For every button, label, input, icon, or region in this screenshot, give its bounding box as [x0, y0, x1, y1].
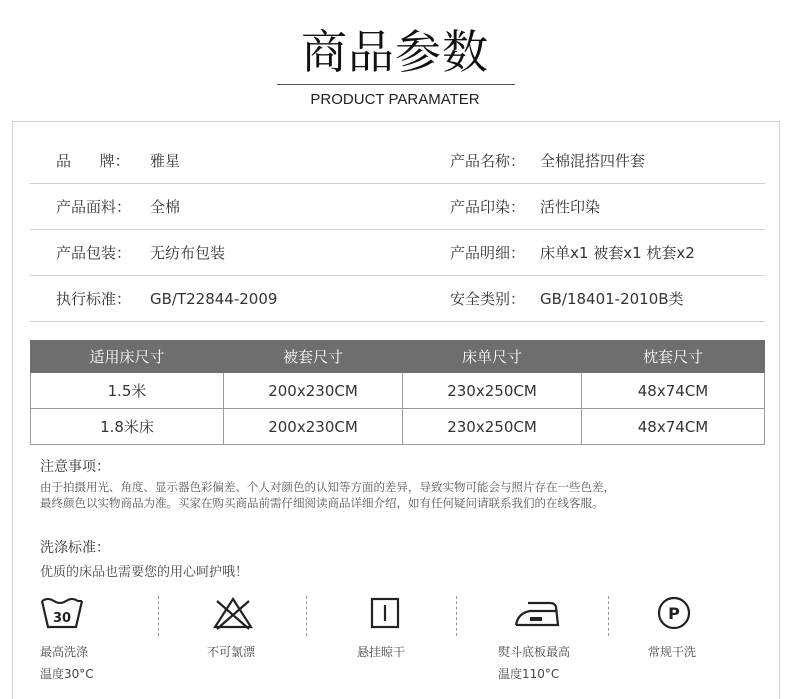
info-label: 品 牌：: [56, 152, 130, 170]
column-header: 适用床尺寸: [31, 341, 224, 373]
info-row: [30, 230, 765, 276]
no-bleach-icon: [211, 595, 255, 631]
table-row: [31, 409, 765, 445]
info-label: 执行标准：: [56, 290, 132, 308]
table-cell: 1.8米床: [31, 409, 224, 445]
table-cell: 200x230CM: [224, 409, 403, 445]
table-cell: 1.5米: [31, 373, 224, 409]
notes-line: 最终颜色以实物商品为准。买家在购买商品前需仔细阅读商品详细介绍，如有任何疑问请联系我们的在线客服。: [40, 496, 604, 510]
info-value: GB/18401-2010B类: [540, 290, 684, 308]
table-cell: 200x230CM: [224, 373, 403, 409]
care-sub-label: 温度30°C: [40, 667, 94, 681]
page-title: 商品参数: [301, 25, 489, 79]
divider: [456, 596, 457, 636]
svg-text:P: P: [668, 604, 680, 623]
title-divider: [277, 84, 515, 85]
info-value: 无纺布包装: [150, 244, 226, 262]
info-value: 床单x1 被套x1 枕套x2: [540, 244, 695, 262]
care-label: 悬挂晾干: [357, 645, 406, 659]
info-value: 全棉: [150, 198, 181, 216]
info-label: 产品印染：: [450, 198, 526, 216]
info-value: 活性印染: [540, 198, 601, 216]
column-header: 床单尺寸: [403, 341, 582, 373]
info-value: GB/T22844-2009: [150, 290, 278, 308]
dry-clean-icon: [652, 595, 696, 631]
line-dry-icon: [363, 595, 407, 631]
info-row: [30, 276, 765, 322]
table-row: [31, 373, 765, 409]
info-label: 安全类别：: [450, 290, 526, 308]
info-label: 产品包装：: [56, 244, 132, 262]
notes-heading: 注意事项：: [40, 459, 110, 475]
table-cell: 48x74CM: [582, 409, 765, 445]
notes-line: 由于拍摄用光、角度、显示器色彩偏差、个人对颜色的认知等方面的差异，导致实物可能会与照片存在一些色差，: [40, 480, 615, 494]
table-cell: 230x250CM: [403, 409, 582, 445]
info-value: 全棉混搭四件套: [540, 152, 646, 170]
column-header: 枕套尺寸: [582, 341, 765, 373]
info-row: [30, 138, 765, 184]
care-label: 熨斗底板最高: [498, 645, 571, 659]
size-table: [30, 340, 765, 445]
table-cell: 230x250CM: [403, 373, 582, 409]
washing-heading: 洗涤标准：: [40, 540, 110, 556]
table-cell: 48x74CM: [582, 373, 765, 409]
info-label: 产品明细：: [450, 244, 526, 262]
wash-30-icon: [40, 595, 84, 631]
care-label: 常规干洗: [648, 645, 697, 659]
info-value: 雅星: [150, 152, 181, 170]
svg-text:30: 30: [52, 611, 72, 626]
column-header: 被套尺寸: [224, 341, 403, 373]
care-label: 最高洗涤: [40, 645, 89, 659]
info-row: [30, 184, 765, 230]
washing-text: 优质的床品也需要您的用心呵护哦！: [40, 565, 249, 580]
divider: [306, 596, 307, 636]
page-subtitle: PRODUCT PARAMATER: [310, 91, 480, 108]
divider: [158, 596, 159, 636]
care-label: 不可氯漂: [207, 645, 256, 659]
care-sub-label: 温度110°C: [498, 667, 560, 681]
divider: [608, 596, 609, 636]
table-header-row: [31, 341, 765, 373]
iron-icon: [512, 595, 562, 631]
info-label: 产品面料：: [56, 198, 132, 216]
info-label: 产品名称：: [450, 152, 526, 170]
